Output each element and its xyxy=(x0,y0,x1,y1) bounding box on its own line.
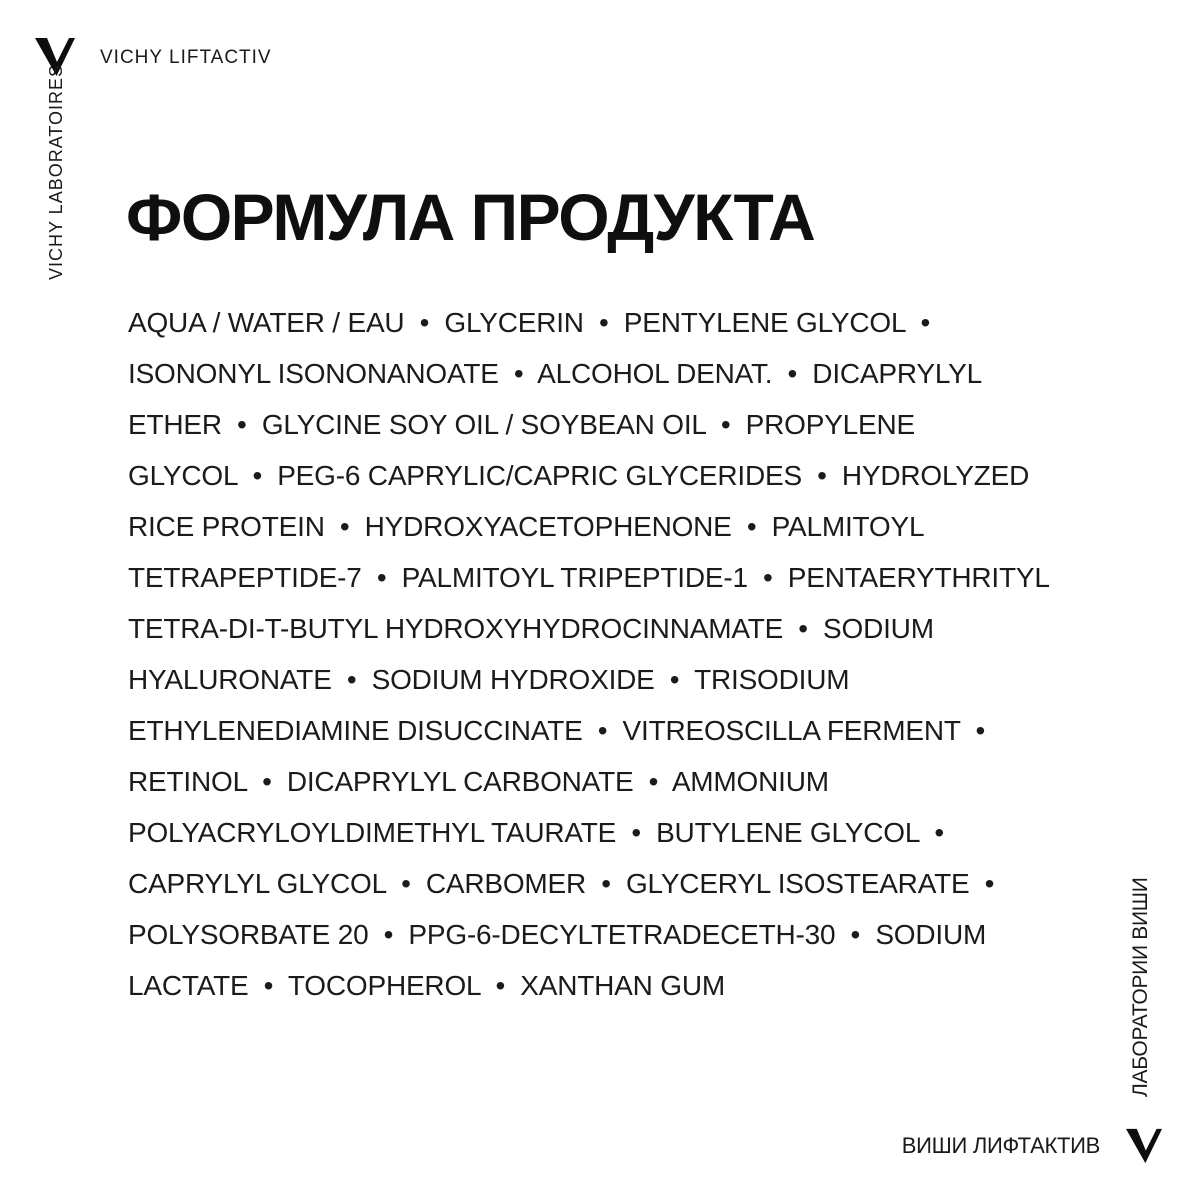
ingredients-list xyxy=(128,297,1078,1011)
left-vertical-label: VICHY LABORATOIRES xyxy=(46,63,66,280)
formula-line: TETRA-DI-T-BUTYL HYDROXYHYDROCINNAMATE • SODIUM xyxy=(128,613,934,644)
formula-line: GLYCOL • PEG-6 CAPRYLIC/CAPRIC GLYCERIDES • HYDROLYZED xyxy=(128,460,1030,491)
formula-line: TETRAPEPTIDE-7 • PALMITOYL TRIPEPTIDE-1 • PENTAERYTHRITYL xyxy=(128,562,1050,593)
formula-line: ETHYLENEDIAMINE DISUCCINATE • VITREOSCILLA FERMENT • xyxy=(128,715,986,746)
formula-line: ISONONYL ISONONANOATE • ALCOHOL DENAT. • DICAPRYLYL xyxy=(128,358,983,389)
vichy-v-logo-icon xyxy=(1126,1128,1162,1164)
formula-line: POLYSORBATE 20 • PPG-6-DECYLTETRADECETH-30 • SODIUM xyxy=(128,919,987,950)
formula-line: POLYACRYLOYLDIMETHYL TAURATE • BUTYLENE GLYCOL • xyxy=(128,817,944,848)
formula-line: LACTATE • TOCOPHEROL • XANTHAN GUM xyxy=(128,970,725,1001)
page-title: ФОРМУЛА ПРОДУКТА xyxy=(126,180,815,254)
brand-lockup-bottom: ВИШИ ЛИФТАКТИВ xyxy=(901,1133,1100,1158)
formula-line: AQUA / WATER / EAU • GLYCERIN • PENTYLENE GLYCOL • xyxy=(128,307,931,338)
right-vertical-label: ЛАБОРАТОРИИ ВИШИ xyxy=(1129,877,1152,1097)
formula-line: CAPRYLYL GLYCOL • CARBOMER • GLYCERYL ISOSTEARATE • xyxy=(128,868,995,899)
formula-line: RETINOL • DICAPRYLYL CARBONATE • AMMONIUM xyxy=(128,766,829,797)
formula-line: HYALURONATE • SODIUM HYDROXIDE • TRISODIUM xyxy=(128,664,850,695)
formula-line: RICE PROTEIN • HYDROXYACETOPHENONE • PALMITOYL xyxy=(128,511,925,542)
formula-line: ETHER • GLYCINE SOY OIL / SOYBEAN OIL • PROPYLENE xyxy=(128,409,916,440)
brand-lockup-top: VICHY LIFTACTIV xyxy=(100,47,272,68)
